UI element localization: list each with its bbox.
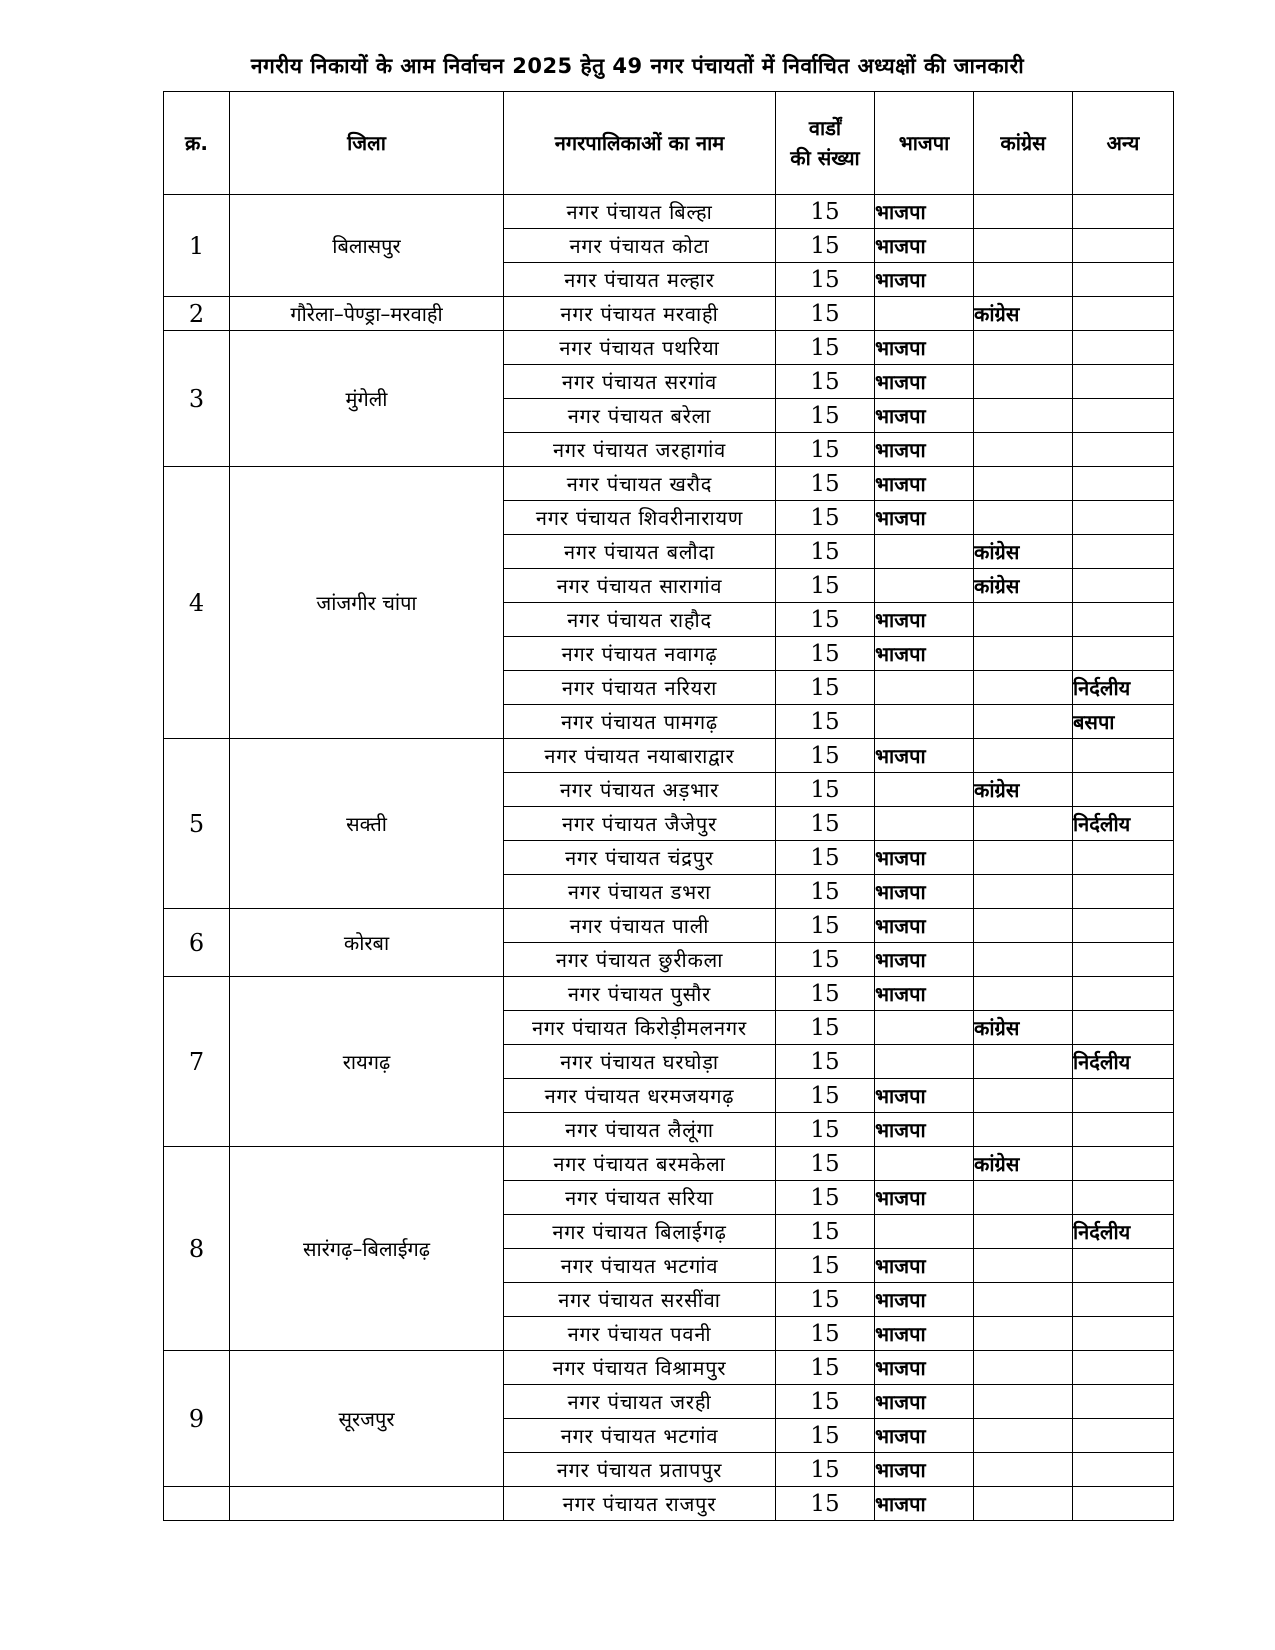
ward-count: 15 (776, 365, 875, 399)
other-result (1073, 773, 1174, 807)
nagar-panchayat-name: नगर पंचायत शिवरीनारायण (504, 501, 776, 535)
ward-count: 15 (776, 263, 875, 297)
other-result (1073, 637, 1174, 671)
nagar-panchayat-name: नगर पंचायत छुरीकला (504, 943, 776, 977)
bjp-result: भाजपा (875, 637, 974, 671)
page-title: नगरीय निकायों के आम निर्वाचन 2025 हेतु 49 नगर पंचायतों में निर्वाचित अध्यक्षों की जानकारी (250, 54, 1025, 78)
serial-number (164, 1487, 230, 1521)
congress-result (974, 1113, 1073, 1147)
ward-count: 15 (776, 807, 875, 841)
congress-result (974, 943, 1073, 977)
bjp-result: भाजपा (875, 331, 974, 365)
bjp-result: भाजपा (875, 1317, 974, 1351)
other-result (1073, 909, 1174, 943)
ward-count: 15 (776, 1011, 875, 1045)
bjp-result: भाजपा (875, 195, 974, 229)
congress-result (974, 705, 1073, 739)
other-result: निर्दलीय (1073, 671, 1174, 705)
bjp-result: भाजपा (875, 943, 974, 977)
ward-count: 15 (776, 1079, 875, 1113)
congress-result (974, 603, 1073, 637)
nagar-panchayat-name: नगर पंचायत कोटा (504, 229, 776, 263)
bjp-result: भाजपा (875, 365, 974, 399)
congress-result (974, 195, 1073, 229)
nagar-panchayat-name: नगर पंचायत सरिया (504, 1181, 776, 1215)
nagar-panchayat-name: नगर पंचायत पाली (504, 909, 776, 943)
bjp-result: भाजपा (875, 1487, 974, 1521)
ward-count: 15 (776, 739, 875, 773)
bjp-result: भाजपा (875, 229, 974, 263)
bjp-result: भाजपा (875, 739, 974, 773)
bjp-result: भाजपा (875, 841, 974, 875)
nagar-panchayat-name: नगर पंचायत सरगांव (504, 365, 776, 399)
other-result (1073, 1079, 1174, 1113)
other-result (1073, 1385, 1174, 1419)
other-result (1073, 501, 1174, 535)
nagar-panchayat-name: नगर पंचायत खरौद (504, 467, 776, 501)
ward-count: 15 (776, 943, 875, 977)
ward-count: 15 (776, 433, 875, 467)
congress-result (974, 909, 1073, 943)
serial-number: 7 (164, 977, 230, 1147)
nagar-panchayat-name: नगर पंचायत नवागढ़ (504, 637, 776, 671)
congress-result (974, 331, 1073, 365)
other-result (1073, 841, 1174, 875)
bjp-result: भाजपा (875, 399, 974, 433)
other-result (1073, 535, 1174, 569)
bjp-result: भाजपा (875, 1249, 974, 1283)
ward-count: 15 (776, 195, 875, 229)
congress-result: कांग्रेस (974, 1011, 1073, 1045)
bjp-result: भाजपा (875, 1385, 974, 1419)
nagar-panchayat-name: नगर पंचायत बिलाईगढ़ (504, 1215, 776, 1249)
bjp-result: भाजपा (875, 263, 974, 297)
other-result (1073, 1249, 1174, 1283)
nagar-panchayat-name: नगर पंचायत जरहागांव (504, 433, 776, 467)
ward-count: 15 (776, 603, 875, 637)
bjp-result: भाजपा (875, 1351, 974, 1385)
congress-result (974, 1045, 1073, 1079)
other-result (1073, 195, 1174, 229)
bjp-result: भाजपा (875, 433, 974, 467)
district-name: मुंगेली (230, 331, 504, 467)
other-result (1073, 331, 1174, 365)
congress-result (974, 467, 1073, 501)
nagar-panchayat-name: नगर पंचायत बरेला (504, 399, 776, 433)
congress-result: कांग्रेस (974, 773, 1073, 807)
nagar-panchayat-name: नगर पंचायत बलौदा (504, 535, 776, 569)
congress-result (974, 1317, 1073, 1351)
nagar-panchayat-name: नगर पंचायत अड़भार (504, 773, 776, 807)
serial-number: 5 (164, 739, 230, 909)
congress-result (974, 1283, 1073, 1317)
congress-result: कांग्रेस (974, 1147, 1073, 1181)
ward-count: 15 (776, 569, 875, 603)
other-result (1073, 739, 1174, 773)
ward-count: 15 (776, 501, 875, 535)
serial-number: 3 (164, 331, 230, 467)
nagar-panchayat-name: नगर पंचायत नयाबाराद्वार (504, 739, 776, 773)
district-name: सारंगढ़–बिलाईगढ़ (230, 1147, 504, 1351)
nagar-panchayat-name: नगर पंचायत घरघोड़ा (504, 1045, 776, 1079)
ward-count: 15 (776, 1113, 875, 1147)
congress-result (974, 1215, 1073, 1249)
district-name: गौरेला–पेण्ड्रा–मरवाही (230, 297, 504, 331)
table-row (164, 1147, 1174, 1181)
other-result: निर्दलीय (1073, 1045, 1174, 1079)
congress-result (974, 637, 1073, 671)
district-name: बिलासपुर (230, 195, 504, 297)
congress-result (974, 739, 1073, 773)
congress-result: कांग्रेस (974, 297, 1073, 331)
nagar-panchayat-name: नगर पंचायत पुसौर (504, 977, 776, 1011)
ward-count: 15 (776, 705, 875, 739)
nagar-panchayat-name: नगर पंचायत पवनी (504, 1317, 776, 1351)
header-name: नगरपालिकाओं का नाम (504, 92, 776, 195)
ward-count: 15 (776, 1317, 875, 1351)
bjp-result (875, 1147, 974, 1181)
nagar-panchayat-name: नगर पंचायत लैलूंगा (504, 1113, 776, 1147)
nagar-panchayat-name: नगर पंचायत भटगांव (504, 1419, 776, 1453)
ward-count: 15 (776, 637, 875, 671)
congress-result (974, 671, 1073, 705)
congress-result (974, 1419, 1073, 1453)
congress-result (974, 1079, 1073, 1113)
other-result: निर्दलीय (1073, 1215, 1174, 1249)
nagar-panchayat-name: नगर पंचायत बरमकेला (504, 1147, 776, 1181)
ward-count: 15 (776, 1453, 875, 1487)
ward-count: 15 (776, 1419, 875, 1453)
other-result (1073, 1283, 1174, 1317)
ward-count: 15 (776, 467, 875, 501)
nagar-panchayat-name: नगर पंचायत सरसींवा (504, 1283, 776, 1317)
serial-number: 8 (164, 1147, 230, 1351)
nagar-panchayat-name: नगर पंचायत डभरा (504, 875, 776, 909)
header-sno: क्र. (164, 92, 230, 195)
ward-count: 15 (776, 1487, 875, 1521)
other-result (1073, 365, 1174, 399)
congress-result: कांग्रेस (974, 569, 1073, 603)
header-wards-line1: वार्डों (808, 116, 842, 140)
table-row (164, 467, 1174, 501)
table-row (164, 909, 1174, 943)
district-name: जांजगीर चांपा (230, 467, 504, 739)
bjp-result (875, 535, 974, 569)
ward-count: 15 (776, 773, 875, 807)
nagar-panchayat-name: नगर पंचायत बिल्हा (504, 195, 776, 229)
header-congress: कांग्रेस (974, 92, 1073, 195)
congress-result (974, 1351, 1073, 1385)
serial-number: 1 (164, 195, 230, 297)
serial-number: 2 (164, 297, 230, 331)
ward-count: 15 (776, 535, 875, 569)
table-row (164, 739, 1174, 773)
header-district: जिला (230, 92, 504, 195)
ward-count: 15 (776, 671, 875, 705)
bjp-result: भाजपा (875, 501, 974, 535)
congress-result (974, 365, 1073, 399)
district-name: सूरजपुर (230, 1351, 504, 1487)
header-bjp: भाजपा (875, 92, 974, 195)
ward-count: 15 (776, 331, 875, 365)
congress-result (974, 433, 1073, 467)
bjp-result (875, 1045, 974, 1079)
serial-number: 4 (164, 467, 230, 739)
nagar-panchayat-name: नगर पंचायत मल्हार (504, 263, 776, 297)
ward-count: 15 (776, 1283, 875, 1317)
ward-count: 15 (776, 977, 875, 1011)
congress-result: कांग्रेस (974, 535, 1073, 569)
table-row (164, 977, 1174, 1011)
ward-count: 15 (776, 909, 875, 943)
other-result (1073, 1113, 1174, 1147)
nagar-panchayat-name: नगर पंचायत चंद्रपुर (504, 841, 776, 875)
other-result (1073, 603, 1174, 637)
other-result (1073, 1487, 1174, 1521)
ward-count: 15 (776, 1215, 875, 1249)
bjp-result (875, 297, 974, 331)
ward-count: 15 (776, 1351, 875, 1385)
other-result: बसपा (1073, 705, 1174, 739)
other-result (1073, 1453, 1174, 1487)
ward-count: 15 (776, 1181, 875, 1215)
header-row (164, 92, 1174, 195)
congress-result (974, 977, 1073, 1011)
table-row (164, 297, 1174, 331)
bjp-result: भाजपा (875, 909, 974, 943)
other-result (1073, 1317, 1174, 1351)
header-wards (776, 92, 875, 195)
congress-result (974, 875, 1073, 909)
congress-result (974, 841, 1073, 875)
other-result (1073, 263, 1174, 297)
bjp-result: भाजपा (875, 1283, 974, 1317)
district-name: कोरबा (230, 909, 504, 977)
nagar-panchayat-name: नगर पंचायत प्रतापपुर (504, 1453, 776, 1487)
table-row (164, 195, 1174, 229)
nagar-panchayat-name: नगर पंचायत नरियरा (504, 671, 776, 705)
nagar-panchayat-name: नगर पंचायत धरमजयगढ़ (504, 1079, 776, 1113)
nagar-panchayat-name: नगर पंचायत जैजेपुर (504, 807, 776, 841)
congress-result (974, 263, 1073, 297)
other-result (1073, 875, 1174, 909)
congress-result (974, 1453, 1073, 1487)
bjp-result: भाजपा (875, 1113, 974, 1147)
other-result (1073, 1011, 1174, 1045)
ward-count: 15 (776, 297, 875, 331)
nagar-panchayat-name: नगर पंचायत भटगांव (504, 1249, 776, 1283)
other-result (1073, 467, 1174, 501)
nagar-panchayat-name: नगर पंचायत किरोड़ीमलनगर (504, 1011, 776, 1045)
other-result (1073, 977, 1174, 1011)
other-result (1073, 433, 1174, 467)
nagar-panchayat-name: नगर पंचायत राजपुर (504, 1487, 776, 1521)
nagar-panchayat-name: नगर पंचायत मरवाही (504, 297, 776, 331)
bjp-result: भाजपा (875, 1453, 974, 1487)
other-result (1073, 1351, 1174, 1385)
congress-result (974, 1487, 1073, 1521)
header-other: अन्य (1073, 92, 1174, 195)
bjp-result (875, 773, 974, 807)
nagar-panchayat-name: नगर पंचायत पथरिया (504, 331, 776, 365)
district-name: सक्ती (230, 739, 504, 909)
bjp-result (875, 671, 974, 705)
bjp-result: भाजपा (875, 603, 974, 637)
header-wards-line2: की संख्या (790, 146, 860, 170)
ward-count: 15 (776, 1147, 875, 1181)
bjp-result: भाजपा (875, 977, 974, 1011)
bjp-result (875, 1011, 974, 1045)
bjp-result (875, 807, 974, 841)
district-name: रायगढ़ (230, 977, 504, 1147)
other-result (1073, 943, 1174, 977)
ward-count: 15 (776, 1249, 875, 1283)
nagar-panchayat-name: नगर पंचायत जरही (504, 1385, 776, 1419)
bjp-result: भाजपा (875, 875, 974, 909)
congress-result (974, 501, 1073, 535)
serial-number: 6 (164, 909, 230, 977)
other-result (1073, 399, 1174, 433)
nagar-panchayat-name: नगर पंचायत राहौद (504, 603, 776, 637)
ward-count: 15 (776, 875, 875, 909)
bjp-result (875, 705, 974, 739)
table-row (164, 1351, 1174, 1385)
other-result: निर्दलीय (1073, 807, 1174, 841)
bjp-result: भाजपा (875, 467, 974, 501)
congress-result (974, 807, 1073, 841)
bjp-result: भाजपा (875, 1079, 974, 1113)
district-name (230, 1487, 504, 1521)
other-result (1073, 1419, 1174, 1453)
table-row (164, 331, 1174, 365)
congress-result (974, 1181, 1073, 1215)
congress-result (974, 399, 1073, 433)
ward-count: 15 (776, 841, 875, 875)
other-result (1073, 229, 1174, 263)
bjp-result: भाजपा (875, 1419, 974, 1453)
other-result (1073, 297, 1174, 331)
other-result (1073, 569, 1174, 603)
nagar-panchayat-name: नगर पंचायत पामगढ़ (504, 705, 776, 739)
nagar-panchayat-name: नगर पंचायत सारागांव (504, 569, 776, 603)
other-result (1073, 1181, 1174, 1215)
table-row (164, 1487, 1174, 1521)
ward-count: 15 (776, 1385, 875, 1419)
bjp-result (875, 569, 974, 603)
congress-result (974, 1385, 1073, 1419)
congress-result (974, 229, 1073, 263)
bjp-result: भाजपा (875, 1181, 974, 1215)
ward-count: 15 (776, 229, 875, 263)
ward-count: 15 (776, 1045, 875, 1079)
congress-result (974, 1249, 1073, 1283)
ward-count: 15 (776, 399, 875, 433)
other-result (1073, 1147, 1174, 1181)
nagar-panchayat-name: नगर पंचायत विश्रामपुर (504, 1351, 776, 1385)
serial-number: 9 (164, 1351, 230, 1487)
results-table (163, 91, 1174, 1521)
bjp-result (875, 1215, 974, 1249)
